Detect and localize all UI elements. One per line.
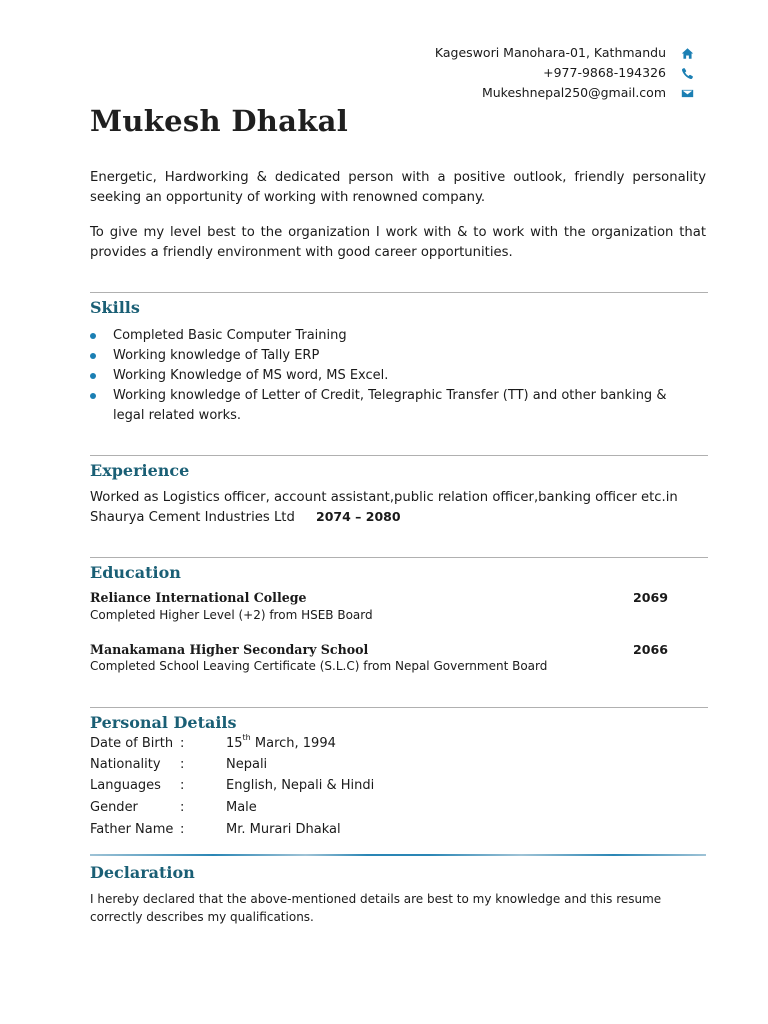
education-school: Reliance International College xyxy=(90,590,307,605)
personal-label: Gender xyxy=(90,800,138,815)
personal-colon: : xyxy=(180,778,185,793)
bullet-icon xyxy=(90,333,96,339)
section-divider xyxy=(90,707,708,708)
section-divider xyxy=(90,854,706,856)
personal-row-father xyxy=(90,819,590,840)
skill-item: Working knowledge of Tally ERP xyxy=(90,346,690,366)
personal-value: Mr. Murari Dhakal xyxy=(226,822,341,837)
section-divider xyxy=(90,557,708,558)
education-heading: Education xyxy=(90,563,181,582)
education-description: Completed School Leaving Certificate (S.L.C) from Nepal Government Board xyxy=(90,659,548,673)
personal-value: 15th March, 1994 xyxy=(226,733,336,751)
education-description: Completed Higher Level (+2) from HSEB Board xyxy=(90,608,373,622)
candidate-name: Mukesh Dhakal xyxy=(90,104,349,138)
contact-email[interactable]: Mukeshnepal250@gmail.com xyxy=(481,85,666,100)
personal-colon: : xyxy=(180,800,185,815)
bullet-icon xyxy=(90,373,96,379)
personal-value: Male xyxy=(226,800,257,815)
experience-years: 2074 – 2080 xyxy=(316,509,401,524)
summary-paragraph-1: Energetic, Hardworking & dedicated person with a positive outlook, friendly personality seeking an opportunity of working with renowned company. xyxy=(90,170,706,205)
personal-label: Languages xyxy=(90,778,161,793)
personal-row-gender xyxy=(90,797,590,818)
personal-colon: : xyxy=(180,736,185,751)
home-icon xyxy=(680,46,694,60)
section-divider xyxy=(90,292,708,293)
personal-label: Father Name xyxy=(90,822,174,837)
contact-phone: +977-9868-194326 xyxy=(543,65,666,80)
education-school: Manakamana Higher Secondary School xyxy=(90,642,369,657)
experience-heading: Experience xyxy=(90,461,190,480)
personal-value: Nepali xyxy=(226,757,268,772)
education-year: 2066 xyxy=(633,642,669,657)
personal-value: English, Nepali & Hindi xyxy=(226,778,375,793)
phone-icon xyxy=(680,66,694,80)
declaration-heading: Declaration xyxy=(90,863,195,882)
personal-colon: : xyxy=(180,822,185,837)
skills-list xyxy=(90,326,690,426)
personal-row-nationality xyxy=(90,754,590,775)
personal-row-languages xyxy=(90,775,590,796)
bullet-icon xyxy=(90,393,96,399)
summary-paragraph-2: To give my level best to the organization I work with & to work with the organization that provides a friendly environment with good career opportunities. xyxy=(90,225,706,260)
personal-details-heading: Personal Details xyxy=(90,713,237,732)
skill-item: Working knowledge of Letter of Credit, Telegraphic Transfer (TT) and other banking & legal related works. xyxy=(90,386,690,426)
personal-label: Date of Birth xyxy=(90,736,174,751)
skill-item: Working Knowledge of MS word, MS Excel. xyxy=(90,366,690,386)
personal-row-dob xyxy=(90,733,590,754)
contact-phone-row xyxy=(435,63,694,83)
contact-address: Kageswori Manohara-01, Kathmandu xyxy=(434,45,666,60)
contact-address-row xyxy=(435,43,694,63)
section-divider xyxy=(90,455,708,456)
personal-label: Nationality xyxy=(90,757,161,772)
mail-icon xyxy=(680,86,694,100)
skills-heading: Skills xyxy=(90,298,140,317)
education-year: 2069 xyxy=(633,590,669,605)
skill-item: Completed Basic Computer Training xyxy=(90,326,690,346)
contact-email-row xyxy=(435,83,694,103)
contact-block xyxy=(435,43,694,103)
declaration-text: I hereby declared that the above-mentioned details are best to my knowledge and this resume correctly describes my qualifications. xyxy=(90,892,662,924)
bullet-icon xyxy=(90,353,96,359)
experience-text: Worked as Logistics officer, account assistant,public relation officer,banking officer etc.in Shaurya Cement Industries Ltd xyxy=(90,490,678,525)
personal-colon: : xyxy=(180,757,185,772)
